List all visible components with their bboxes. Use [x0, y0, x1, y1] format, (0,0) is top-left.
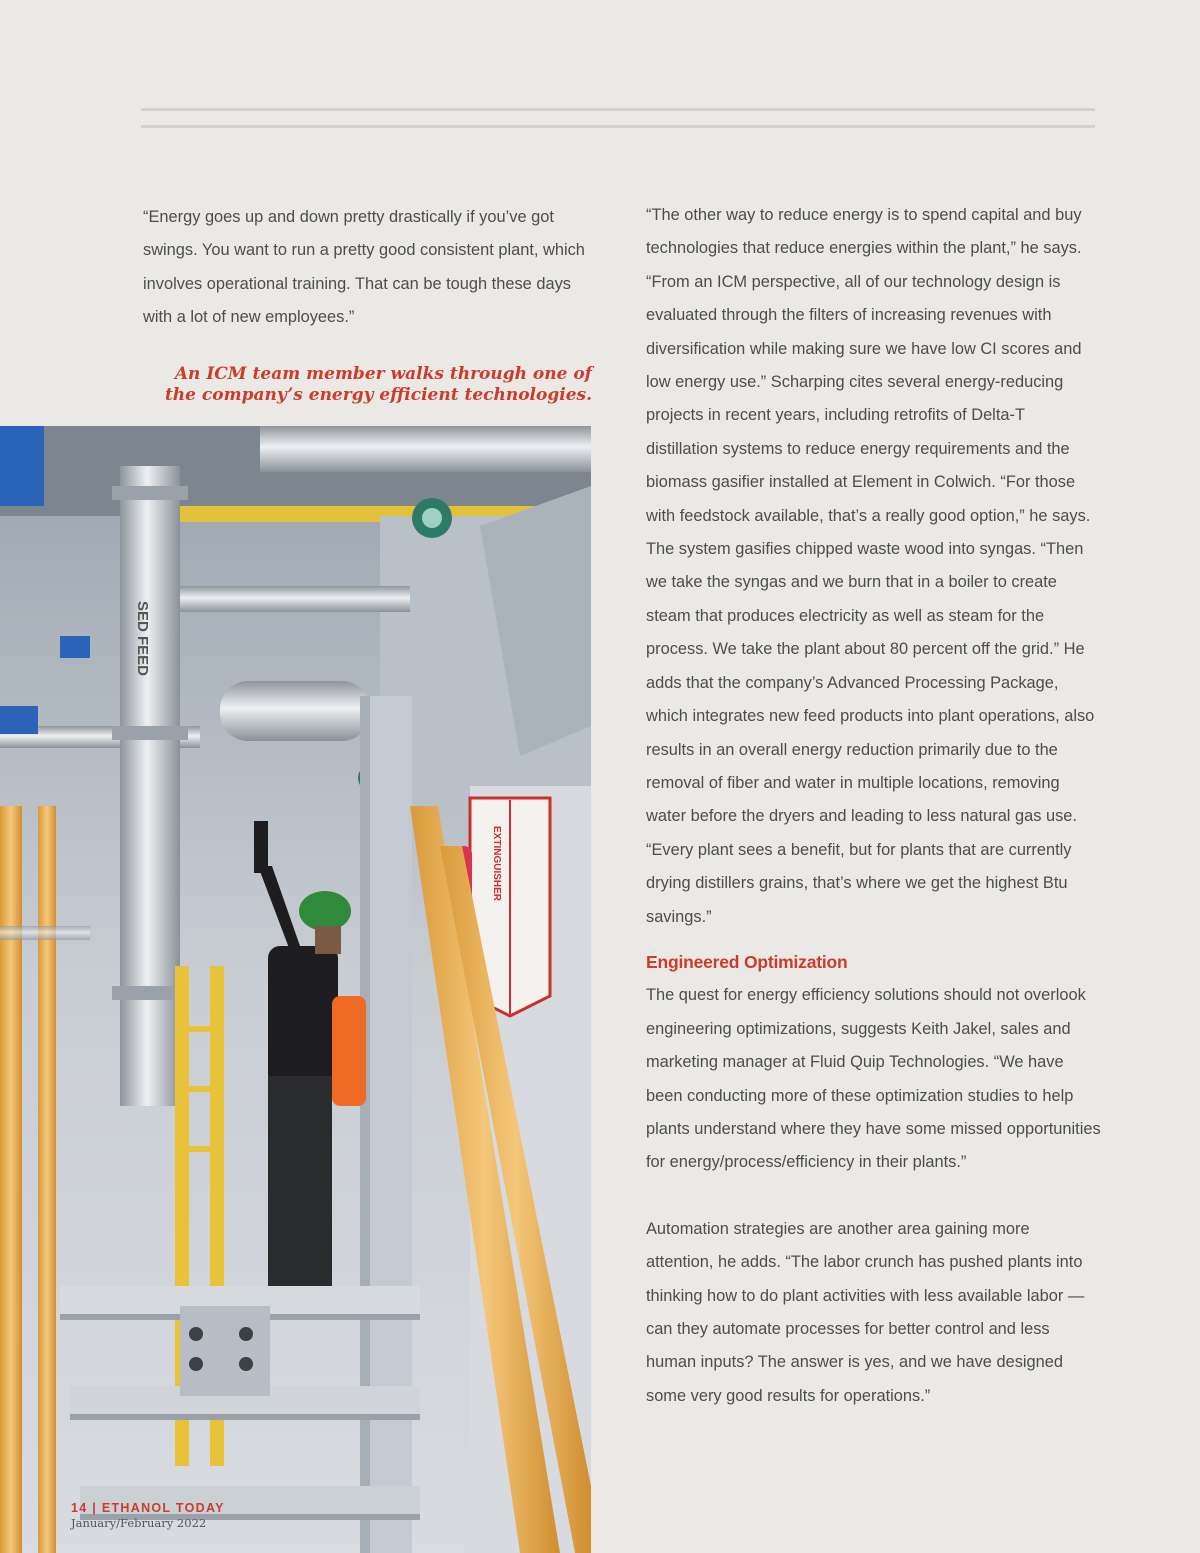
plant-photo [0, 426, 591, 1553]
photo-caption [162, 364, 592, 406]
section-heading: Engineered Optimization [646, 951, 848, 972]
issue-date: January/February 2022 [71, 1516, 207, 1530]
sign-text: EXTINGUISHER [491, 826, 502, 902]
right-column [646, 199, 1101, 1413]
page-footer [71, 1501, 225, 1530]
right-paragraph-1: “The other way to reduce energy is to spend capital and buy technologies that reduce energies within the plant,” he says. “From an ICM perspective, all of our technology design is evaluated through the filters of increasing revenues with diversification while making sure we have low CI scores and low energy use.” Scharping cites several energy-reducing projects in recent years, including retrofits of Delta-T distillation systems to reduce energy requirements and the biomass gasifier installed at Element in Colwich. “For those with feedstock available, that’s a really good option,” he says. The system gasifies chipped waste wood into syngas. “Then we take the syngas and we burn that in a boiler to create steam that produces electricity as well as steam for the process. We take the plant about 80 percent off the grid.” He adds that the company’s Advanced Processing Package, which integrates new feed products into plant operations, also results in an overall energy reduction primarily due to the removal of fiber and water in multiple locations, removing water before the dryers and leading to less natural gas use. “Every plant sees a benefit, but for plants that are currently drying distillers grains, that’s where we get the highest Btu savings.” [646, 206, 1095, 926]
caption-line-1: An ICM team member walks through one of [174, 364, 592, 384]
page-folio: 14 | ETHANOL TODAY [71, 1501, 225, 1515]
plant-illustration [0, 426, 591, 1553]
top-rule-second [141, 125, 1095, 128]
caption-line-2: the company’s energy efficient technologies. [164, 385, 592, 405]
left-column [143, 201, 598, 335]
left-paragraph: “Energy goes up and down pretty drastically if you’ve got swings. You want to run a pretty good consistent plant, which involves operational training. That can be tough these days with a lot of new employees.” [143, 208, 585, 327]
right-paragraph-2: The quest for energy efficiency solutions should not overlook engineering optimizations, suggests Keith Jakel, sales and marketing manager at Fluid Quip Technologies. “We have been conducting more of these optimization studies to help plants understand where they have some missed opportunities for energy/process/efficiency in their plants.” [646, 986, 1101, 1172]
right-paragraph-3: Automation strategies are another area gaining more attention, he adds. “The labor crunch has pushed plants into thinking how to do plant activities with less available labor — can they automate processes for better control and less human inputs? The answer is yes, and we have designed some very good results for operations.” [646, 1219, 1085, 1405]
top-rule [141, 108, 1095, 111]
pipe-label: SED FEED [134, 601, 151, 677]
paragraph-spacer [646, 1180, 1101, 1213]
